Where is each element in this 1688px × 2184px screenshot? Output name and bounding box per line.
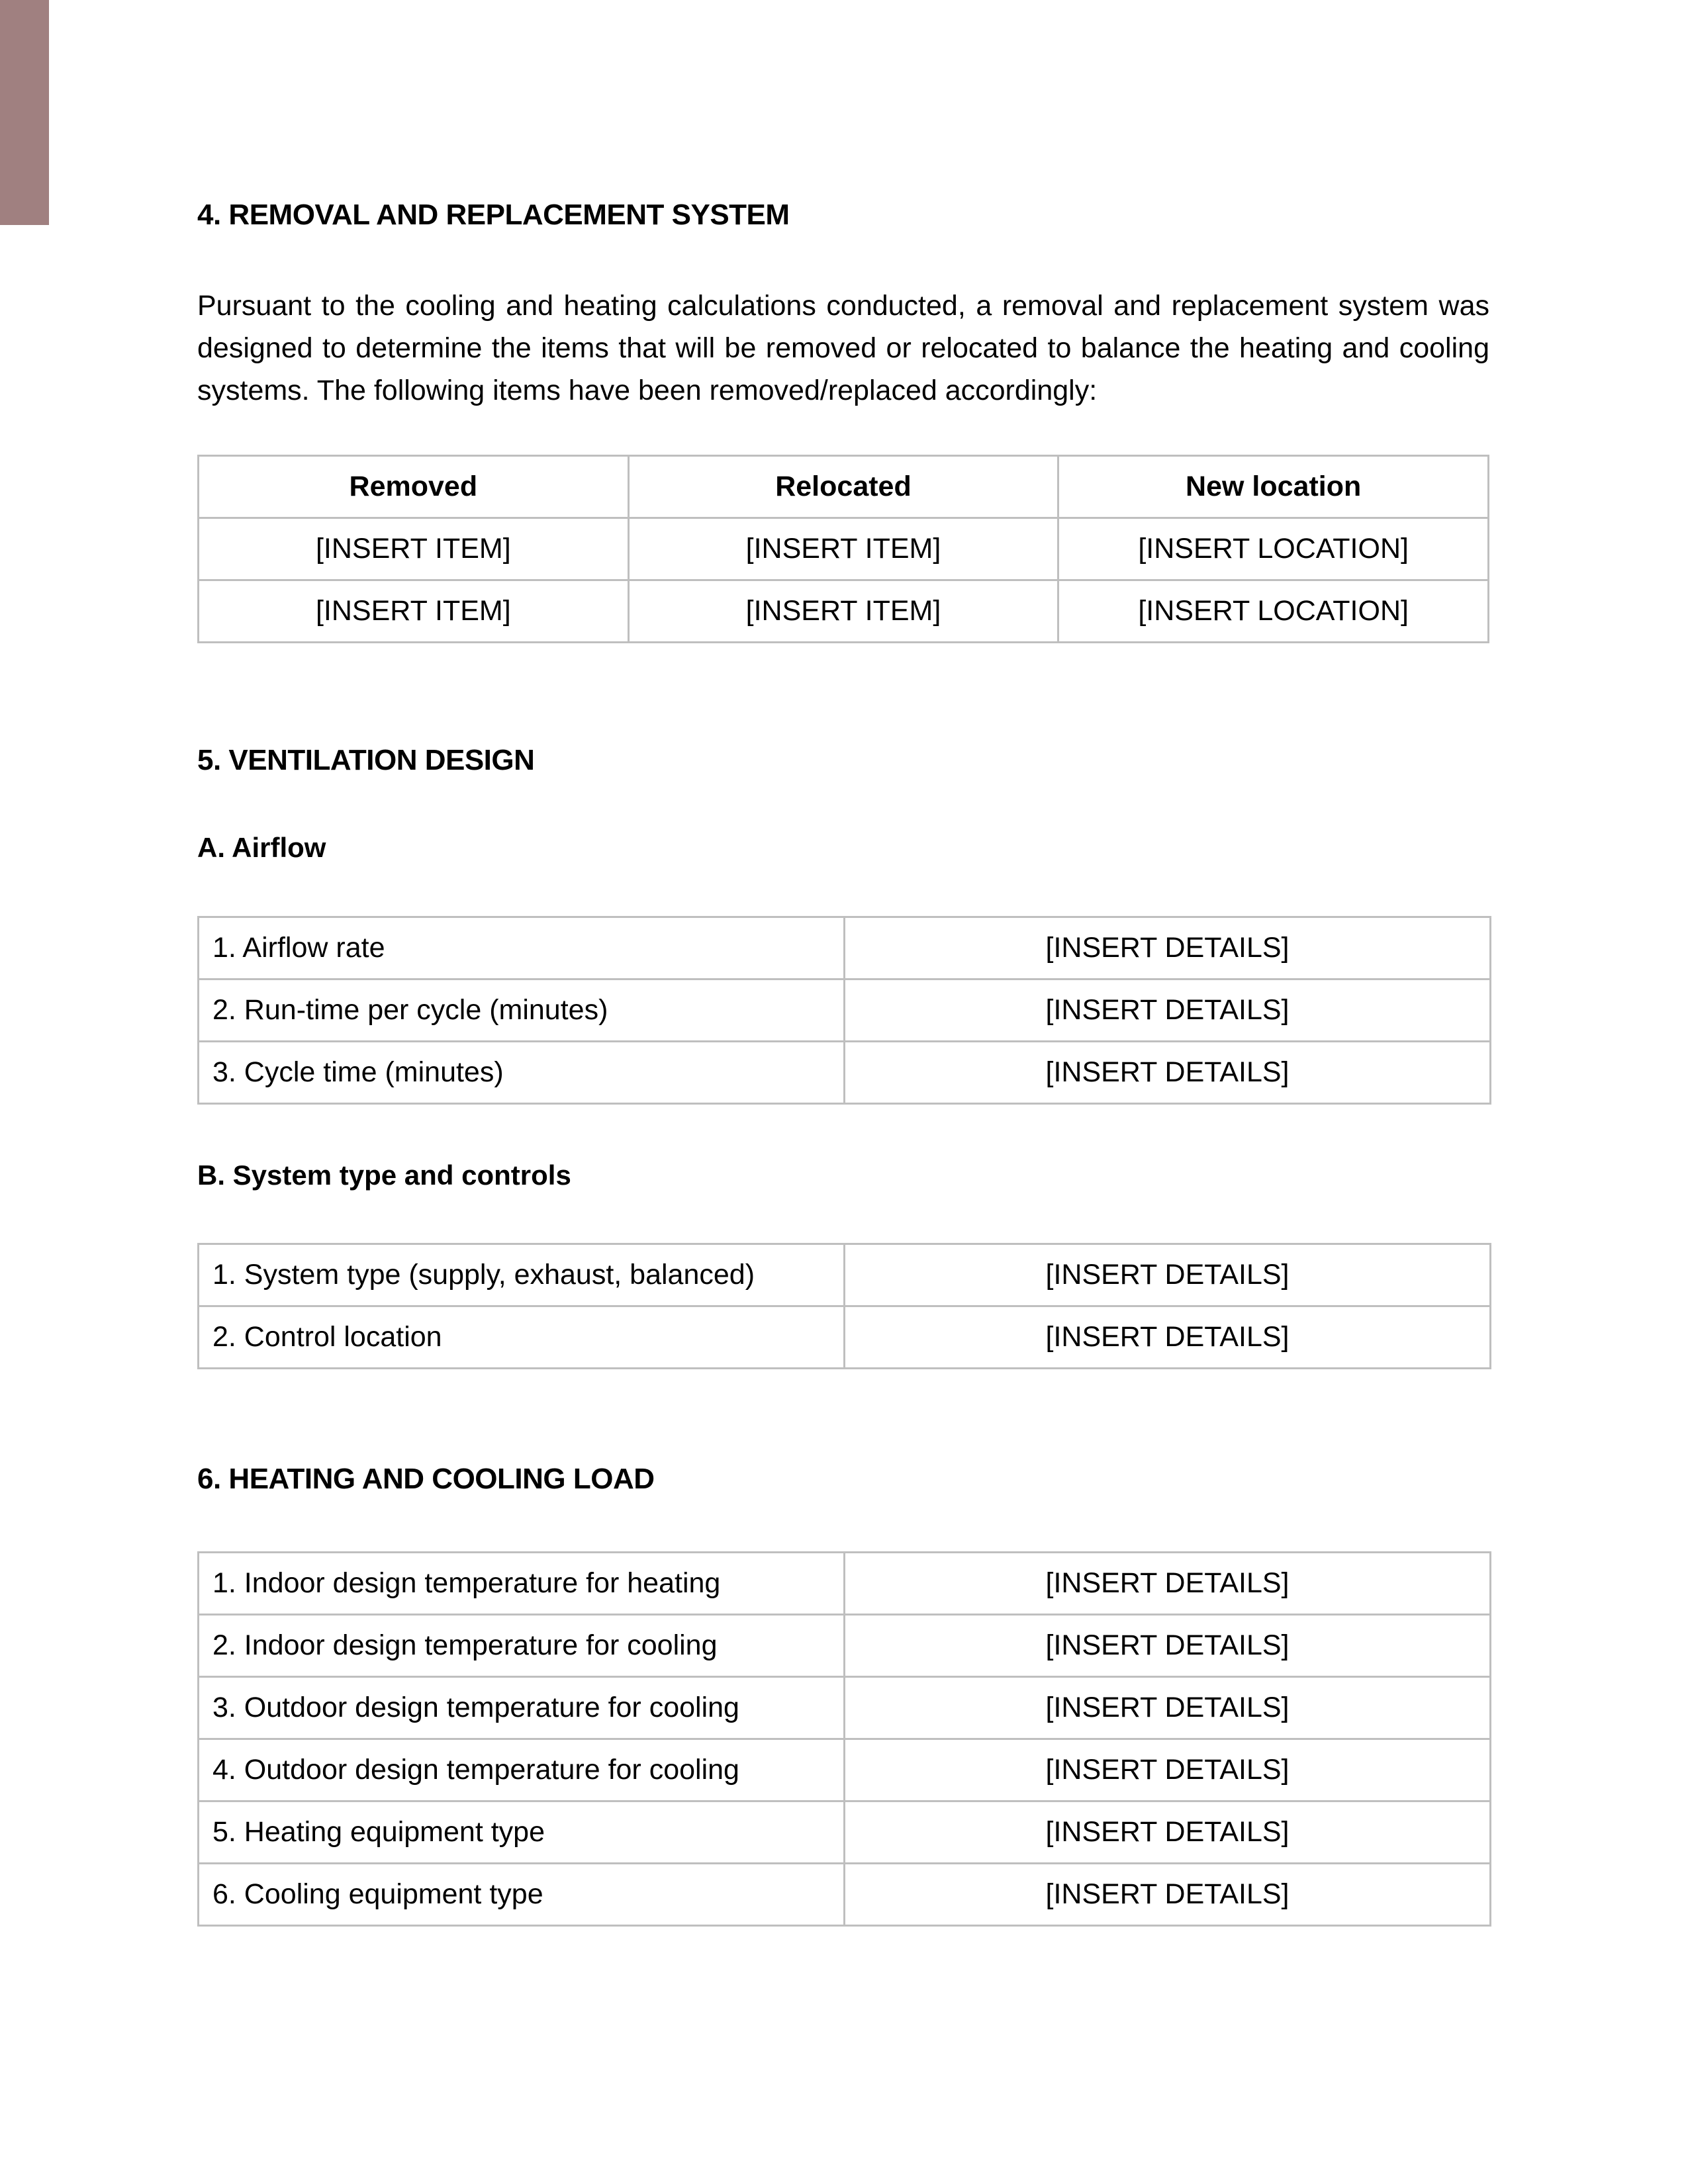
table-row [199, 1801, 1491, 1864]
row-label: 2. Indoor design temperature for cooling [199, 1615, 845, 1677]
row-label: 3. Cycle time (minutes) [199, 1042, 845, 1104]
removal-replacement-table [197, 455, 1489, 643]
table-row [199, 1615, 1491, 1677]
new-location-cell: [INSERT LOCATION] [1058, 518, 1489, 580]
page-accent-bar [0, 0, 49, 225]
table-row [199, 1739, 1491, 1801]
table-row [199, 979, 1491, 1042]
section-4-heading: 4. REMOVAL AND REPLACEMENT SYSTEM [197, 199, 790, 231]
table-row [199, 1864, 1491, 1926]
row-value: [INSERT DETAILS] [845, 1244, 1491, 1306]
removed-cell: [INSERT ITEM] [199, 580, 629, 643]
row-value: [INSERT DETAILS] [845, 979, 1491, 1042]
removed-cell: [INSERT ITEM] [199, 518, 629, 580]
row-label: 1. Indoor design temperature for heating [199, 1553, 845, 1615]
new-location-cell: [INSERT LOCATION] [1058, 580, 1489, 643]
table-row [199, 1553, 1491, 1615]
row-label: 4. Outdoor design temperature for cooling [199, 1739, 845, 1801]
table-header-row [199, 456, 1489, 518]
table-row [199, 1306, 1491, 1369]
row-label: 5. Heating equipment type [199, 1801, 845, 1864]
relocated-cell: [INSERT ITEM] [628, 518, 1058, 580]
row-label: 2. Run-time per cycle (minutes) [199, 979, 845, 1042]
row-label: 2. Control location [199, 1306, 845, 1369]
header-relocated: Relocated [628, 456, 1058, 518]
airflow-table [197, 916, 1491, 1105]
row-label: 3. Outdoor design temperature for cooling [199, 1677, 845, 1739]
row-label: 1. System type (supply, exhaust, balanced) [199, 1244, 845, 1306]
table-row [199, 917, 1491, 979]
row-value: [INSERT DETAILS] [845, 1553, 1491, 1615]
row-label: 1. Airflow rate [199, 917, 845, 979]
row-value: [INSERT DETAILS] [845, 1739, 1491, 1801]
heating-cooling-load-table [197, 1551, 1491, 1927]
table-row [199, 1677, 1491, 1739]
table-row [199, 1042, 1491, 1104]
row-value: [INSERT DETAILS] [845, 917, 1491, 979]
table-row [199, 580, 1489, 643]
table-row [199, 518, 1489, 580]
row-label: 6. Cooling equipment type [199, 1864, 845, 1926]
row-value: [INSERT DETAILS] [845, 1615, 1491, 1677]
header-new-location: New location [1058, 456, 1489, 518]
subsection-a-heading: A. Airflow [197, 832, 326, 863]
row-value: [INSERT DETAILS] [845, 1306, 1491, 1369]
row-value: [INSERT DETAILS] [845, 1801, 1491, 1864]
header-removed: Removed [199, 456, 629, 518]
section-4-intro-paragraph: Pursuant to the cooling and heating calculations conducted, a removal and replacement system was designed to determine the items that will be removed or relocated to balance the heating and cooling systems. The following items have been removed/replaced accordingly: [197, 290, 1489, 406]
system-type-table [197, 1243, 1491, 1369]
row-value: [INSERT DETAILS] [845, 1864, 1491, 1926]
section-6-heading: 6. HEATING AND COOLING LOAD [197, 1463, 655, 1495]
row-value: [INSERT DETAILS] [845, 1042, 1491, 1104]
subsection-b-heading: B. System type and controls [197, 1160, 571, 1191]
section-5-heading: 5. VENTILATION DESIGN [197, 744, 535, 776]
table-row [199, 1244, 1491, 1306]
relocated-cell: [INSERT ITEM] [628, 580, 1058, 643]
row-value: [INSERT DETAILS] [845, 1677, 1491, 1739]
